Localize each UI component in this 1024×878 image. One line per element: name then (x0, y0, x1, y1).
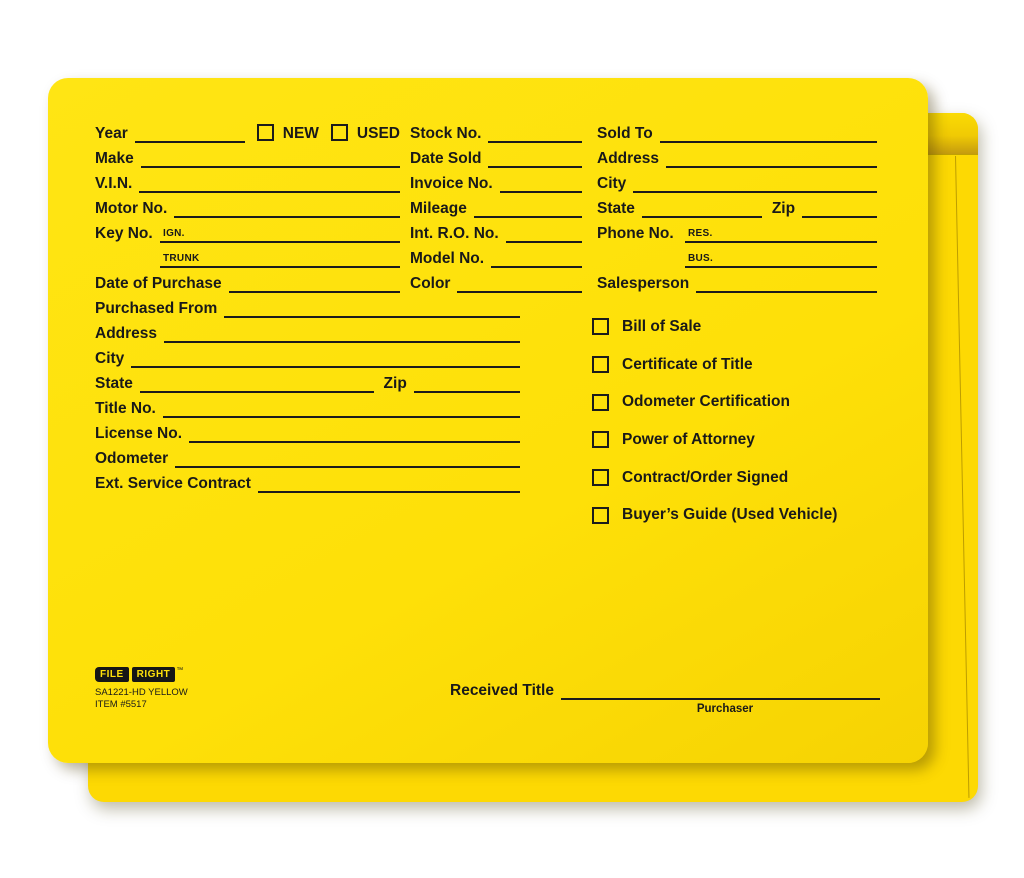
used-checkbox (331, 124, 348, 141)
field-label: Phone No. (597, 224, 674, 242)
field-label: Sold To (597, 124, 653, 142)
right-column (597, 118, 877, 293)
field-vin (95, 168, 400, 193)
product-code-block (95, 687, 188, 712)
field-sold-to (597, 118, 877, 143)
write-in-line (139, 168, 400, 193)
field-label: City (597, 174, 627, 192)
checklist-item-bill-of-sale (592, 308, 912, 346)
trunk-sublabel: TRUNK (163, 253, 200, 264)
document-checklist (592, 308, 912, 534)
res-sublabel: RES. (688, 228, 713, 239)
field-buyer-state-zip (597, 193, 877, 218)
field-stock-no (410, 118, 582, 143)
field-label: State (95, 374, 133, 392)
write-in-line (229, 268, 400, 293)
field-label: Date Sold (410, 149, 482, 167)
checklist-label: Bill of Sale (622, 317, 702, 335)
field-buyer-city (597, 168, 877, 193)
write-in-line (141, 143, 400, 168)
write-in-line (131, 343, 520, 368)
field-label: Title No. (95, 399, 156, 417)
checklist-item-buyers-guide (592, 496, 912, 534)
field-label: Received Title (450, 681, 554, 699)
field-label: City (95, 349, 125, 367)
write-in-line (224, 293, 520, 318)
write-in-line (696, 268, 877, 293)
checklist-item-certificate-of-title (592, 346, 912, 384)
field-mileage (410, 193, 582, 218)
field-label: State (597, 199, 635, 217)
field-seller-city (95, 343, 520, 368)
checklist-item-contract-order-signed (592, 459, 912, 497)
write-in-line (491, 243, 582, 268)
field-seller-state-zip (95, 368, 520, 393)
field-label: Motor No. (95, 199, 168, 217)
write-in-line (685, 243, 877, 268)
new-label: NEW (282, 124, 319, 142)
front-envelope (48, 78, 928, 763)
zip-label: Zip (771, 199, 796, 217)
write-in-line (642, 193, 762, 218)
write-in-line (474, 193, 582, 218)
field-license-no (95, 418, 520, 443)
bill-of-sale-checkbox (592, 318, 609, 335)
field-label: Address (597, 149, 660, 167)
field-int-ro-no (410, 218, 582, 243)
trademark-symbol: ™ (176, 667, 184, 674)
bus-sublabel: BUS. (688, 253, 714, 264)
write-in-line (189, 418, 520, 443)
field-label: Year (95, 124, 128, 142)
write-in-line (160, 243, 400, 268)
field-model-no (410, 243, 582, 268)
field-label: Odometer (95, 449, 169, 467)
field-key-no-trunk (160, 243, 400, 268)
checklist-label: Contract/Order Signed (622, 468, 789, 486)
checklist-label: Buyer’s Guide (Used Vehicle) (622, 506, 838, 524)
field-label: Purchased From (95, 299, 218, 317)
zip-label: Zip (383, 374, 407, 392)
signature-line (561, 678, 880, 700)
field-phone-bus (685, 243, 877, 268)
ign-sublabel: IGN. (163, 228, 185, 239)
field-label: Ext. Service Contract (95, 474, 251, 492)
field-label: Salesperson (597, 274, 690, 292)
field-date-of-purchase (95, 268, 400, 293)
field-label: License No. (95, 424, 182, 442)
field-label: V.I.N. (95, 174, 133, 192)
field-ext-service-contract (95, 468, 520, 493)
field-label: Color (410, 274, 451, 292)
field-year (95, 118, 400, 143)
odometer-certification-checkbox (592, 394, 609, 411)
write-in-line (685, 218, 877, 243)
field-label: Address (95, 324, 158, 342)
field-phone-res (597, 218, 877, 243)
checklist-item-odometer-certification (592, 383, 912, 421)
checklist-label: Power of Attorney (622, 430, 755, 448)
field-label: Model No. (410, 249, 485, 267)
write-in-line (666, 143, 877, 168)
logo-file-box: FILE (95, 667, 129, 682)
contract-order-signed-checkbox (592, 469, 609, 486)
write-in-line (488, 143, 582, 168)
write-in-line (174, 193, 400, 218)
checklist-label: Odometer Certification (622, 393, 790, 411)
checklist-item-power-of-attorney (592, 421, 912, 459)
received-title-section (450, 678, 880, 715)
field-label: Key No. (95, 224, 153, 242)
field-label: Mileage (410, 199, 467, 217)
purchaser-label: Purchaser (696, 703, 754, 715)
write-in-line (802, 193, 877, 218)
field-label: Invoice No. (410, 174, 493, 192)
field-title-no (95, 393, 520, 418)
item-number: ITEM #5517 (95, 699, 147, 711)
write-in-line (457, 268, 582, 293)
field-label: Int. R.O. No. (410, 224, 499, 242)
field-label: Date of Purchase (95, 274, 222, 292)
middle-column (410, 118, 582, 293)
write-in-line (258, 468, 520, 493)
back-envelope-seam (955, 156, 969, 798)
file-right-logo (95, 667, 188, 682)
field-motor-no (95, 193, 400, 218)
field-buyer-address (597, 143, 877, 168)
power-of-attorney-checkbox (592, 431, 609, 448)
field-make (95, 143, 400, 168)
logo-right-box: RIGHT (132, 667, 176, 682)
field-invoice-no (410, 168, 582, 193)
field-date-sold (410, 143, 582, 168)
field-label: Make (95, 149, 134, 167)
write-in-line (414, 368, 520, 393)
field-key-no-ign (95, 218, 400, 243)
field-color (410, 268, 582, 293)
field-seller-address (95, 318, 520, 343)
write-in-line (160, 218, 400, 243)
write-in-line (633, 168, 877, 193)
field-label: Stock No. (410, 124, 482, 142)
write-in-line (660, 118, 877, 143)
field-salesperson (597, 268, 877, 293)
write-in-line (500, 168, 582, 193)
checklist-label: Certificate of Title (622, 355, 753, 373)
field-odometer (95, 443, 520, 468)
brand-block (95, 667, 188, 712)
write-in-line (488, 118, 582, 143)
certificate-of-title-checkbox (592, 356, 609, 373)
write-in-line (506, 218, 582, 243)
write-in-line (164, 318, 520, 343)
write-in-line (135, 118, 245, 143)
used-label: USED (356, 124, 400, 142)
product-code: SA1221-HD YELLOW (95, 687, 188, 698)
buyers-guide-checkbox (592, 507, 609, 524)
new-checkbox (257, 124, 274, 141)
field-received-title (450, 678, 880, 700)
write-in-line (163, 393, 520, 418)
field-purchased-from (95, 293, 520, 318)
write-in-line (140, 368, 374, 393)
write-in-line (175, 443, 520, 468)
